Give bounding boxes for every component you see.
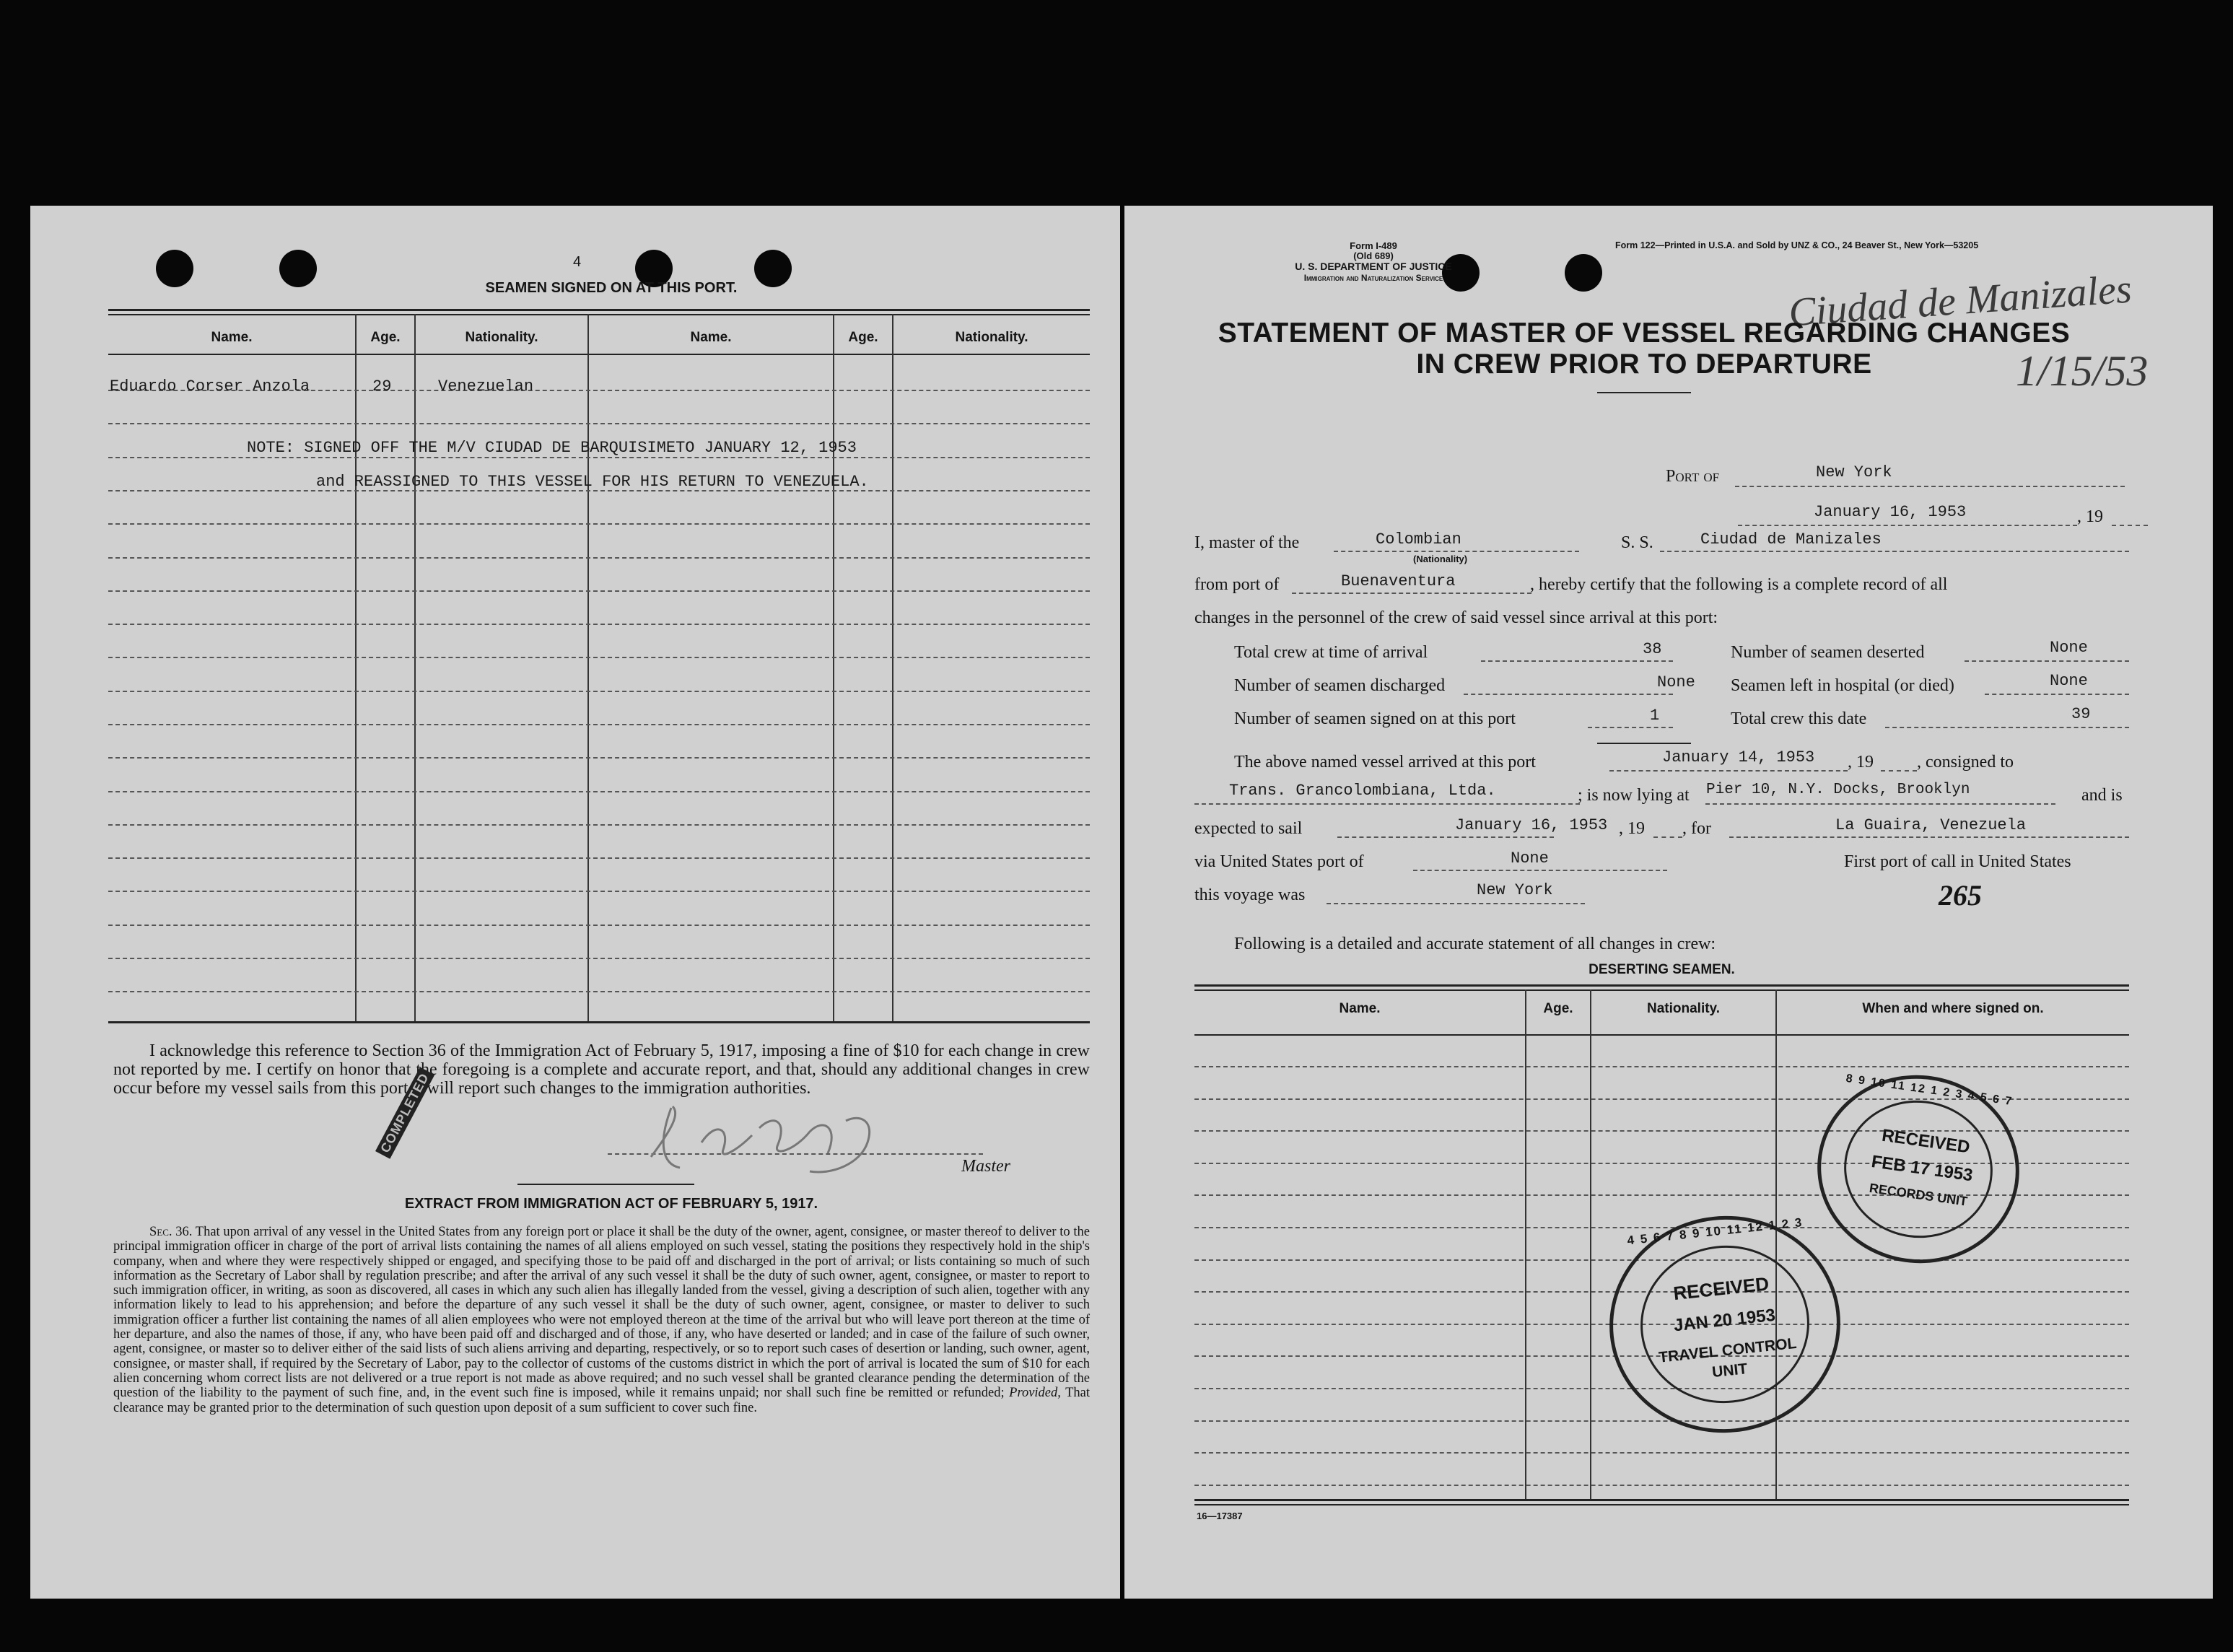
discharged-label: Number of seamen discharged: [1234, 676, 1446, 695]
form-old-number: (Old 689): [1353, 250, 1394, 261]
deserted-label: Number of seamen deserted: [1731, 643, 1925, 662]
total-crew-date-value[interactable]: 39: [2071, 705, 2091, 723]
form-title-line2: IN CREW PRIOR TO DEPARTURE: [1416, 349, 1872, 380]
via-value[interactable]: None: [1511, 849, 1549, 867]
stamp2-unit1: TRAVEL CONTROL: [1658, 1334, 1798, 1366]
ss-label: S. S.: [1621, 533, 1653, 552]
expected-value[interactable]: January 16, 1953: [1455, 816, 1608, 834]
handwritten-date: 1/15/53: [2016, 347, 2149, 395]
lying-value[interactable]: Pier 10, N.Y. Docks, Brooklyn: [1706, 782, 1970, 798]
seaman-name: Eduardo Corser Anzola: [110, 377, 310, 395]
total-crew-date-label: Total crew this date: [1731, 709, 1867, 728]
printer-line: Form 122—Printed in U.S.A. and Sold by UNZ & CO., 24 Beaver St., New York—53205: [1615, 240, 1979, 250]
row-rule: [108, 791, 1090, 792]
row-rule: [108, 657, 1090, 658]
extract-title: EXTRACT FROM IMMIGRATION ACT OF FEBRUARY 5, 1917.: [404, 1196, 818, 1212]
stamp1-ring: 8 9 10 11 12 1 2 3 4 5 6 7: [1845, 1072, 2014, 1109]
row-rule: [108, 857, 1090, 859]
row-rule: [108, 423, 1090, 424]
col-header-nationality-2: Nationality.: [955, 330, 1028, 345]
stamp1-unit: RECORDS UNIT: [1868, 1180, 1969, 1209]
port-value[interactable]: New York: [1816, 463, 1892, 481]
expected-year: , 19: [1619, 819, 1645, 838]
certify-text: , hereby certify that the following is a complete record of all: [1530, 575, 1948, 594]
port-label: Port of: [1666, 467, 1720, 486]
form-title-line1: STATEMENT OF MASTER OF VESSEL REGARDING CHANGES: [1218, 318, 2071, 349]
consigned-label: , consigned to: [1917, 753, 2014, 772]
row-rule: [108, 824, 1090, 826]
nationality-value[interactable]: Colombian: [1376, 530, 1461, 549]
first-port-label: First port of call in United States: [1844, 852, 2071, 871]
voyage-value[interactable]: New York: [1477, 881, 1553, 899]
acknowledgement-text: I acknowledge this reference to Section 36 of the Immigration Act of February 5, 1917, imposing a fine of $10 for each change in crew not reported by me. I certify on honor that the foregoing is a complete and accurate report, and that, should any additional changes in crew occur before my vessel sails from this port, I will report such changes to the immigration authorities.: [113, 1041, 1090, 1098]
master-of-label: I, master of the: [1194, 533, 1300, 552]
hospital-value[interactable]: None: [2050, 672, 2088, 690]
form-footer: 16—17387: [1197, 1511, 1243, 1521]
following-text: Following is a detailed and accurate statement of all changes in crew:: [1234, 935, 1716, 953]
from-port-label: from port of: [1194, 575, 1280, 594]
sec36-body: That upon arrival of any vessel in the United States from any foreign port or place it shall be the duty of the owner, agent, consignee, or master thereof to deliver to the principal immigration officer in charge of the port of arrival lists containing the names of all aliens employed on such vessel, stating the positions they respectively hold in the ship's company, when and where they were respectively shipped or engaged, and specifying those to be paid off and discharged in the port of arrival; or lists containing so much of such information as the Secretary of Labor shall by regulation prescribe; and after the arrival of any such vessel it shall be the duty of such owner, agent, consignee, or master to report to such immigration officer, in writing, as soon as discovered, all cases in which any such alien has illegally landed from the vessel, giving a description of such alien, together with any information likely to lead to his apprehension; and before the departure of any such vessel it shall be the duty of such owner, agent, consignee, or master to deliver to such immigration officer a further list containing the names of all alien employees who were not employed thereon at the time of the arrival but who will leave port thereon at the time of her departure, and also the names of those, if any, who have been paid off and discharged and of those, if any, who have deserted or landed; and in case of the failure of such owner, agent, consignee, or master so to deliver either of the said lists of such aliens arriving and departing, respectively, or so to report such cases of desertion or landing, such owner, agent, consignee, or master shall, if required by the Secretary of Labor, pay to the collector of customs of the customs district in which the port of arrival is located the sum of $10 for each alien concerning whom correct lists are not delivered or a true report is not made as above required; and no such vessel shall be granted clearance pending the determination of the question of the liability to the payment of such fine, and, in the event such fine is imposed, while it remains unpaid; nor shall such fine be remitted or refunded;: [113, 1225, 1090, 1401]
year-suffix: , 19: [2077, 507, 2103, 526]
and-is-label: and is: [2081, 786, 2123, 805]
section-title: SEAMEN SIGNED ON AT THIS PORT.: [485, 280, 738, 296]
row-rule: [108, 757, 1090, 759]
seaman-nationality: Venezuelan: [438, 377, 534, 395]
completed-stamp: COMPLETED: [375, 1067, 434, 1158]
col-header-name-2: Name.: [690, 330, 732, 345]
nationality-caption: (Nationality): [1413, 554, 1468, 564]
row-rule: [108, 991, 1090, 992]
received-stamp-records: [1805, 1062, 2031, 1276]
col-header-name: Name.: [211, 330, 253, 345]
row-rule: [1194, 1066, 2129, 1067]
master-label: Master: [961, 1157, 1010, 1176]
row-rule: [108, 724, 1090, 725]
left-page: [30, 206, 1120, 1599]
handwritten-ship: Ciudad de Manizales: [1787, 266, 2133, 336]
arrived-year: , 19: [1848, 753, 1874, 772]
signed-on-label: Number of seamen signed on at this port: [1234, 709, 1516, 728]
page-number-hand: 265: [1939, 879, 1982, 912]
form-number: Form I-489: [1350, 240, 1397, 251]
total-crew-arrival-value[interactable]: 38: [1643, 640, 1662, 658]
from-port-value[interactable]: Buenaventura: [1341, 572, 1456, 590]
row-rule: [108, 523, 1090, 525]
for-label: , for: [1682, 819, 1711, 838]
deserted-value[interactable]: None: [2050, 639, 2088, 657]
seaman-age: 29: [372, 377, 392, 395]
row-rule: [108, 624, 1090, 625]
punch-hole: [1565, 254, 1602, 292]
changes-text: changes in the personnel of the crew of said vessel since arrival at this port:: [1194, 608, 1718, 627]
row-rule: [108, 925, 1090, 926]
sec36-tail: That clearance may be granted prior to the determination of such question upon deposit of a sum sufficient to cover such fine.: [113, 1386, 1091, 1415]
row-rule: [108, 691, 1090, 692]
row-rule: [1194, 1485, 2129, 1486]
col-header-age-2: Age.: [848, 330, 878, 345]
page-number: 4: [573, 254, 582, 270]
via-label: via United States port of: [1194, 852, 1364, 871]
col-header-age: Age.: [370, 330, 401, 345]
stamp1-word: RECEIVED: [1880, 1125, 1972, 1158]
stamp2-unit2: UNIT: [1711, 1360, 1749, 1381]
voyage-label: this voyage was: [1194, 886, 1306, 904]
punch-hole: [156, 250, 193, 287]
received-stamp-travel-control: [1599, 1205, 1851, 1444]
signed-on-value[interactable]: 1: [1650, 707, 1660, 725]
note-line-1: NOTE: SIGNED OFF THE M/V CIUDAD DE BARQUISIMETO JANUARY 12, 1953: [247, 439, 857, 457]
sec36-provided: Provided,: [1009, 1386, 1061, 1401]
row-rule: [1194, 1452, 2129, 1454]
ship-value[interactable]: Ciudad de Manizales: [1700, 530, 1882, 549]
consignee-value[interactable]: Trans. Grancolombiana, Ltda.: [1229, 782, 1496, 800]
stamp2-ring: 4 5 6 7 8 9 10 11 12 1 2 3: [1626, 1215, 1804, 1248]
master-signature: [629, 1099, 932, 1179]
row-rule: [108, 891, 1090, 892]
deserting-title: DESERTING SEAMEN.: [1589, 962, 1735, 977]
right-page: [1124, 206, 2213, 1599]
discharged-value[interactable]: None: [1657, 673, 1695, 691]
sec36-text: [113, 1225, 1090, 1415]
stamp1-date: FEB 17 1953: [1870, 1151, 1975, 1186]
date-value[interactable]: January 16, 1953: [1814, 503, 1967, 521]
note-line-2: and REASSIGNED TO THIS VESSEL FOR HIS RETURN TO VENEZUELA.: [316, 473, 869, 491]
stamp2-word: RECEIVED: [1672, 1272, 1770, 1305]
lying-label: ; is now lying at: [1578, 786, 1690, 805]
row-rule: [108, 958, 1090, 959]
total-crew-arrival-label: Total crew at time of arrival: [1234, 643, 1428, 662]
row-rule: [108, 557, 1090, 559]
arrived-label: The above named vessel arrived at this port: [1234, 753, 1536, 772]
col-header-nationality: Nationality.: [465, 330, 538, 345]
service-label: Immigration and Naturalization Service: [1303, 273, 1443, 283]
arrived-value[interactable]: January 14, 1953: [1662, 748, 1815, 766]
desert-col-name: Name.: [1339, 1001, 1381, 1016]
stamp2-date: JAN 20 1953: [1672, 1305, 1777, 1336]
row-rule: [108, 590, 1090, 592]
row-rule: [108, 457, 1090, 458]
punch-hole: [279, 250, 317, 287]
hospital-label: Seamen left in hospital (or died): [1731, 676, 1954, 695]
destination-value[interactable]: La Guaira, Venezuela: [1835, 816, 2027, 834]
desert-col-age: Age.: [1543, 1001, 1573, 1016]
expected-label: expected to sail: [1194, 819, 1303, 838]
department-label: U. S. DEPARTMENT OF JUSTICE: [1295, 261, 1452, 272]
desert-col-nationality: Nationality.: [1647, 1001, 1720, 1016]
sec36-label: Sec. 36.: [149, 1225, 193, 1239]
desert-col-signed-on: When and where signed on.: [1862, 1001, 2044, 1016]
row-rule: [1194, 1420, 2129, 1422]
